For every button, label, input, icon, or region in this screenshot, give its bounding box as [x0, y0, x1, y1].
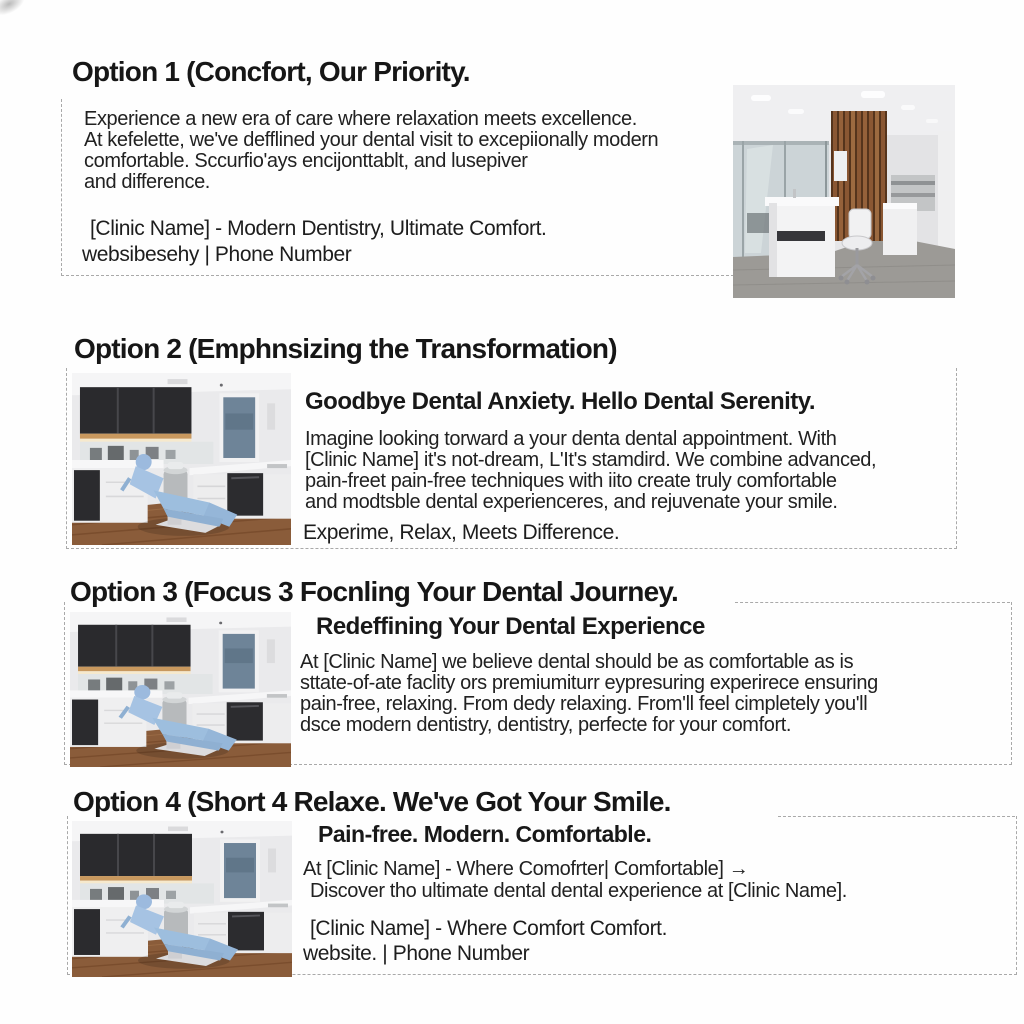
dental-operatory-photo	[70, 612, 291, 767]
option-1-body-line: Experience a new era of care where relaxation meets excellence.	[84, 108, 637, 130]
option-3-heading: Option 3 (Focus 3 Focnling Your Dental Journey.	[70, 576, 679, 607]
option-3-body-line: dsce modern dentistry, dentistry, perfecte for your comfort.	[300, 714, 792, 736]
option-1-body-line: and difference.	[84, 171, 210, 193]
dental-operatory-photo	[72, 373, 291, 545]
dental-operatory-photo	[72, 821, 292, 977]
option-4-signature-line: [Clinic Name] - Where Comfort Comfort.	[310, 917, 668, 940]
option-4-body-line: At [Clinic Name] - Where Comofrter| Comfortable] →	[303, 858, 749, 880]
option-1-heading: Option 1 (Concfort, Our Priority.	[72, 56, 470, 87]
option-3-subheading: Redeffining Your Dental Experience	[316, 613, 705, 640]
option-2-body-line: Imagine looking torward a your denta dental appointment. With	[305, 428, 837, 450]
option-3-body-line: pain-free, relaxing. From dedy relaxing. From'll feel cimpletely you'll	[300, 693, 868, 715]
option-4-subheading: Pain-free. Modern. Comfortable.	[318, 821, 652, 847]
option-2-body-line: pain-freet pain-free techniques with iito create truly comfortable	[305, 470, 837, 492]
clinic-reception-photo	[733, 85, 955, 298]
option-2-tagline: Experime, Relax, Meets Difference.	[303, 521, 620, 544]
option-4-contact-line: website. | Phone Number	[303, 942, 530, 965]
option-2-body-line: [Clinic Name] it's not-dream, L'It's stamdird. We combine advanced,	[305, 449, 877, 471]
option-4-box-top-segment	[778, 816, 1015, 817]
option-2-body-line: and modtsble dental experienceres, and rejuvenate your smile.	[305, 491, 838, 513]
option-1-body-line: At kefelette, we've defflined your dental visit to excepiionally modern	[84, 129, 659, 151]
option-1-body-line: comfortable. Sccurfio'ays encijonttablt, and lusepiver	[84, 150, 528, 172]
option-1-contact-line: websibesehy | Phone Number	[82, 243, 352, 266]
corner-smudge	[0, 0, 28, 20]
option-3-body-line: sttate-of-ate faclity ors premiumiturr eypresuring experirece ensuring	[300, 672, 878, 694]
option-2-heading: Option 2 (Emphnsizing the Transformation)	[74, 333, 617, 364]
option-4-heading: Option 4 (Short 4 Relaxe. We've Got Your Smile.	[73, 786, 671, 817]
option-2-subheading: Goodbye Dental Anxiety. Hello Dental Serenity.	[305, 388, 816, 415]
option-3-box-top-segment	[735, 602, 1010, 603]
option-3-body-line: At [Clinic Name] we believe dental should be as comfortable as is	[300, 651, 854, 673]
option-1-signature-line: [Clinic Name] - Modern Dentistry, Ultimate Comfort.	[90, 217, 547, 240]
option-4-body-line: Discover tho ultimate dental dental experience at [Clinic Name].	[310, 880, 847, 902]
